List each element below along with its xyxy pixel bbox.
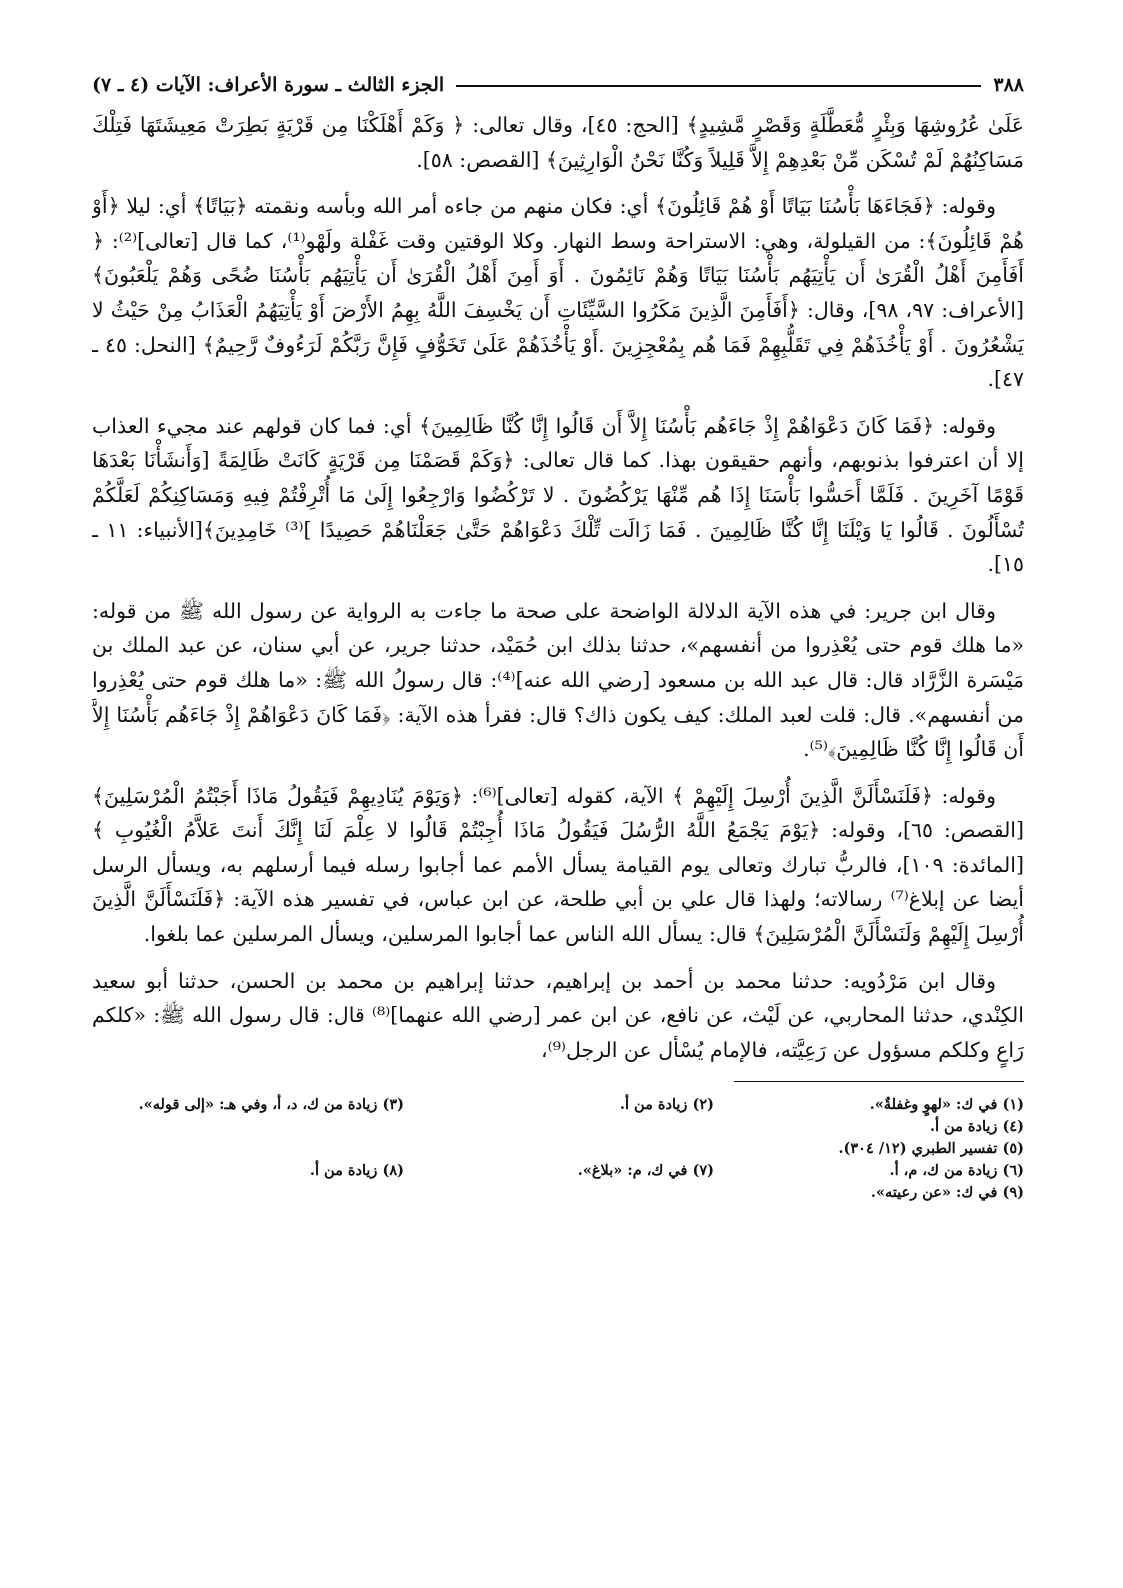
- header-rule: [456, 85, 981, 87]
- paragraph-6: وقال ابن مَرْدُويه: حدثنا محمد بن أحمد بن إبراهيم، حدثنا إبراهيم بن محمد بن الحسن، حدثنا أبو سعيد الكِنْدي، حدثنا المحاربي، عن لَيْث، عن نافع، عن ابن عمر [رضي الله عنهما]⁽⁸⁾ قال: قال رسول الله ﷺ: «كلكم رَاعٍ وكلكم مسؤول عن رَعِيَّته، فالإمام يُسْأل عن الرجل⁽⁹⁾،: [92, 968, 1024, 1062]
- book-page: [92, 68, 1024, 1508]
- running-header: [92, 68, 1024, 102]
- footnotes: [92, 1094, 1024, 1204]
- footnote-2: (٢) زيادة من أ.: [619, 1096, 714, 1114]
- footnote-8: (٨) زيادة من أ.: [309, 1162, 404, 1180]
- footnote-3: (٣) زيادة من ك، د، أ، وفي هـ: «إلى قوله».: [138, 1096, 404, 1114]
- footnote-7: (٧) في ك، م: «بلاغ».: [577, 1162, 714, 1180]
- paragraph-4: وقال ابن جرير: في هذه الآية الدلالة الواضحة على صحة ما جاءت به الرواية عن رسول الله ﷺ من قوله: «ما هلك قوم حتى يُعْذِروا من أنفسهم»، حدثنا بذلك ابن حُمَيْد، حدثنا جرير، عن أبي سنان، عن عبد الملك بن مَيْسَرة الزَّرَّاد قال: قال عبد الله بن مسعود [رضي الله عنه]⁽⁴⁾: قال رسولُ الله ﷺ: «ما هلك قوم حتى يُعْذِروا من أنفسهم». قال: قلت لعبد الملك: كيف يكون ذاك؟ قال: فقرأ هذه الآية: ﴿فَمَا كَانَ دَعْوَاهُمْ إِذْ جَاءَهُم بَأْسُنَا إِلاَّ أَن قَالُوا إِنَّا كُنَّا ظَالِمِينَ﴾⁽⁵⁾.: [92, 598, 1024, 762]
- paragraph-2: وقوله: ﴿فَجَاءَهَا بَأْسُنَا بَيَاتًا أَوْ هُمْ قَائِلُونَ﴾ أي: فكان منهم من جاءه أمر الله وبأسه ونقمته ﴿بَيَاتًا﴾ أي: ليلا ﴿أَوْ هُمْ قَائِلُونَ﴾: من القيلولة، وهي: الاستراحة وسط النهار. وكلا الوقتين وقت غَفْلة ولَهْو⁽¹⁾، كما قال [تعالى]⁽²⁾: ﴿ أَفَأَمِنَ أَهْلُ الْقُرَىٰ أَن يَأْتِيَهُم بَأْسُنَا بَيَاتًا وَهُمْ نَائِمُونَ . أَوَ أَمِنَ أَهْلُ الْقُرَىٰ أَن يَأْتِيَهُم بَأْسُنَا ضُحًى وَهُمْ يَلْعَبُونَ﴾ [الأعراف: ٩٧، ٩٨]، وقال: ﴿أَفَأَمِنَ الَّذِينَ مَكَرُوا السَّيِّئَاتِ أَن يَخْسِفَ اللَّهُ بِهِمُ الأَرْضَ أَوْ يَأْتِيَهُمُ الْعَذَابُ مِنْ حَيْثُ لا يَشْعُرُونَ . أَوْ يَأْخُذَهُمْ فِي تَقَلُّبِهِمْ فَمَا هُم بِمُعْجِزِينَ .أَوْ يَأْخُذَهُمْ عَلَىٰ تَخَوُّفٍ فَإِنَّ رَبَّكُمْ لَرَءُوفٌ رَّحِيمٌ﴾ [النحل: ٤٥ ـ ٤٧].: [92, 194, 1024, 392]
- paragraph-5: وقوله: ﴿فَلَنَسْأَلَنَّ الَّذِينَ أُرْسِلَ إِلَيْهِمْ ﴾ الآية، كقوله [تعالى]⁽⁶⁾: ﴿وَيَوْمَ يُنَادِيهِمْ فَيَقُولُ مَاذَا أَجَبْتُمُ الْمُرْسَلِينَ﴾ [القصص: ٦٥]، وقوله: ﴿يَوْمَ يَجْمَعُ اللَّهُ الرُّسُلَ فَيَقُولُ مَاذَا أُجِبْتُمْ قَالُوا لا عِلْمَ لَنَا إِنَّكَ أَنتَ عَلاَّمُ الْغُيُوبِ ﴾ [المائدة: ١٠٩]، فالربُّ تبارك وتعالى يوم القيامة يسأل الأمم عما أجابوا رسله فيما أرسلهم به، ويسأل الرسل أيضا عن إبلاغ⁽⁷⁾ رسالاته؛ ولهذا قال علي بن أبي طلحة، عن ابن عباس، في تفسير هذه الآية: ﴿فَلَنَسْأَلَنَّ الَّذِينَ أُرْسِلَ إِلَيْهِمْ وَلَنَسْأَلَنَّ الْمُرْسَلِينَ﴾ قال: يسأل الله الناس عما أجابوا المرسلين، ويسأل المرسلين عما بلغوا.: [92, 783, 1024, 947]
- footnote-4: (٤) زيادة من أ.: [929, 1118, 1024, 1136]
- paragraph-1: عَلَىٰ عُرُوشِهَا وَبِئْرٍ مُّعَطَّلَةٍ وَقَصْرٍ مَّشِيدٍ﴾ [الحج: ٤٥]، وقال تعالى: ﴿ وَكَمْ أَهْلَكْنَا مِن قَرْيَةٍ بَطِرَتْ مَعِيشَتَهَا فَتِلْكَ مَسَاكِنُهُمْ لَمْ تُسْكَن مِّنْ بَعْدِهِمْ إِلاَّ قَلِيلاً وَكُنَّا نَحْنُ الْوَارِثِينَ﴾ [القصص: ٥٨].: [92, 113, 1024, 172]
- footnote-5: (٥) تفسير الطبري (١٢/ ٣٠٤).: [838, 1140, 1024, 1158]
- footnote-9: (٩) في ك: «عن رعيته».: [870, 1184, 1024, 1202]
- footnote-row: [92, 1160, 1024, 1182]
- footnote-6: (٦) زيادة من ك، م، أ.: [889, 1162, 1024, 1180]
- page-number: ٣٨٨: [993, 74, 1024, 96]
- footnote-row: [92, 1094, 1024, 1116]
- header-title: الجزء الثالث ـ سورة الأعراف: الآيات (٤ ـ ٧): [92, 74, 445, 96]
- paragraph-3: وقوله: ﴿فَمَا كَانَ دَعْوَاهُمْ إِذْ جَاءَهُم بَأْسُنَا إِلاَّ أَن قَالُوا إِنَّا كُنَّا ظَالِمِينَ﴾ أي: فما كان قولهم عند مجيء العذاب إلا أن اعترفوا بذنوبهم، وأنهم حقيقون بهذا. كما قال تعالى: ﴿وَكَمْ قَصَمْنَا مِن قَرْيَةٍ كَانَتْ ظَالِمَةً [وَأَنشَأْنَا بَعْدَهَا قَوْمًا آخَرِينَ . فَلَمَّا أَحَسُّوا بَأْسَنَا إِذَا هُم مِّنْهَا يَرْكُضُونَ . لا تَرْكُضُوا وَارْجِعُوا إِلَىٰ مَا أُتْرِفْتُمْ فِيهِ وَمَسَاكِنِكُمْ لَعَلَّكُمْ تُسْأَلُونَ . قَالُوا يَا وَيْلَنَا إِنَّا كُنَّا ظَالِمِينَ . فَمَا زَالَت تِّلْكَ دَعْوَاهُمْ حَتَّىٰ جَعَلْنَاهُمْ حَصِيدًا ]⁽³⁾ خَامِدِينَ﴾[الأنبياء: ١١ ـ ١٥].: [92, 413, 1024, 577]
- footnote-separator: [734, 1081, 1024, 1082]
- footnote-1: (١) في ك: «لهوٍ وغفلةٌ».: [869, 1096, 1024, 1114]
- body-text: [92, 108, 1024, 1067]
